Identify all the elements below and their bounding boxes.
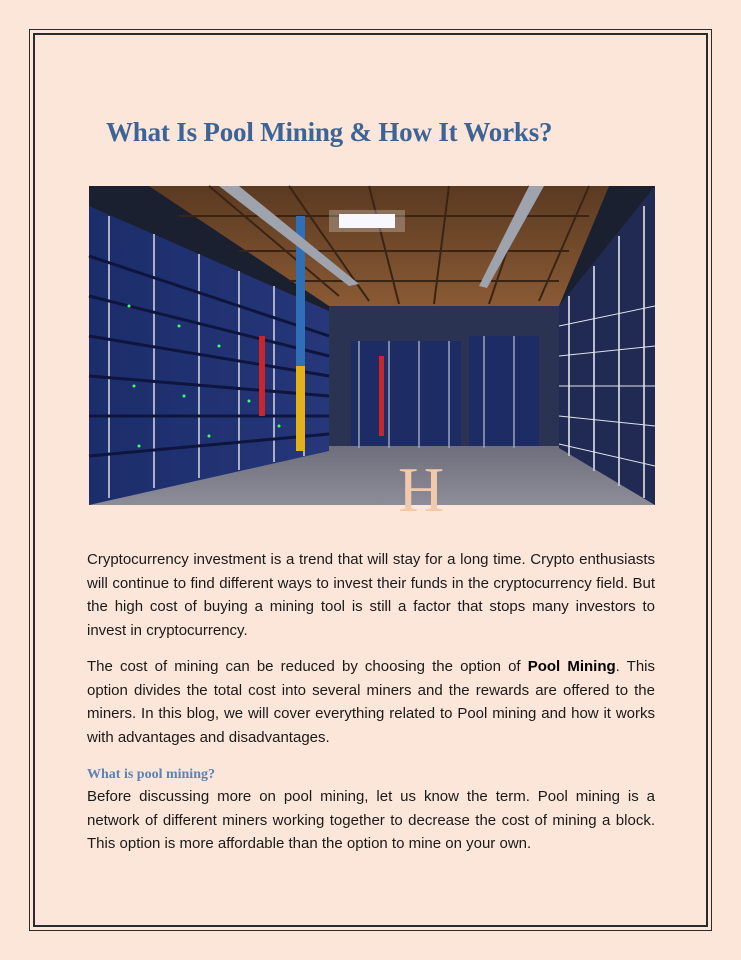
watermark-logo: H [398,454,451,525]
mining-farm-illustration [89,186,655,505]
hero-image [89,186,655,505]
definition-paragraph: Before discussing more on pool mining, let us know the term. Pool mining is a network of different miners working together to decrease the cost of mining a block. This option is more affordable than the option to mine on your own. [87,788,655,852]
page-title: What Is Pool Mining & How It Works? [106,117,553,147]
cost-paragraph [87,655,655,749]
section-heading: What is pool mining? [87,767,215,782]
cost-paragraph-start: The cost of mining can be reduced by choosing the option of [87,658,528,675]
pool-mining-bold-term: Pool Mining [527,658,616,675]
cost-paragraph-end: . This option divides the total cost into several miners and the rewards are offered to the miners. In this blog, we will cover everything related to Pool mining and how it works with advantages and disadvantages. [87,658,655,746]
intro-paragraph: Cryptocurrency investment is a trend that will stay for a long time. Crypto enthusiasts will continue to find different ways to invest their funds in the cryptocurrency field. But the high cost of buying a mining tool is still a factor that stops many investors to invest in cryptocurrency. [87,551,655,639]
